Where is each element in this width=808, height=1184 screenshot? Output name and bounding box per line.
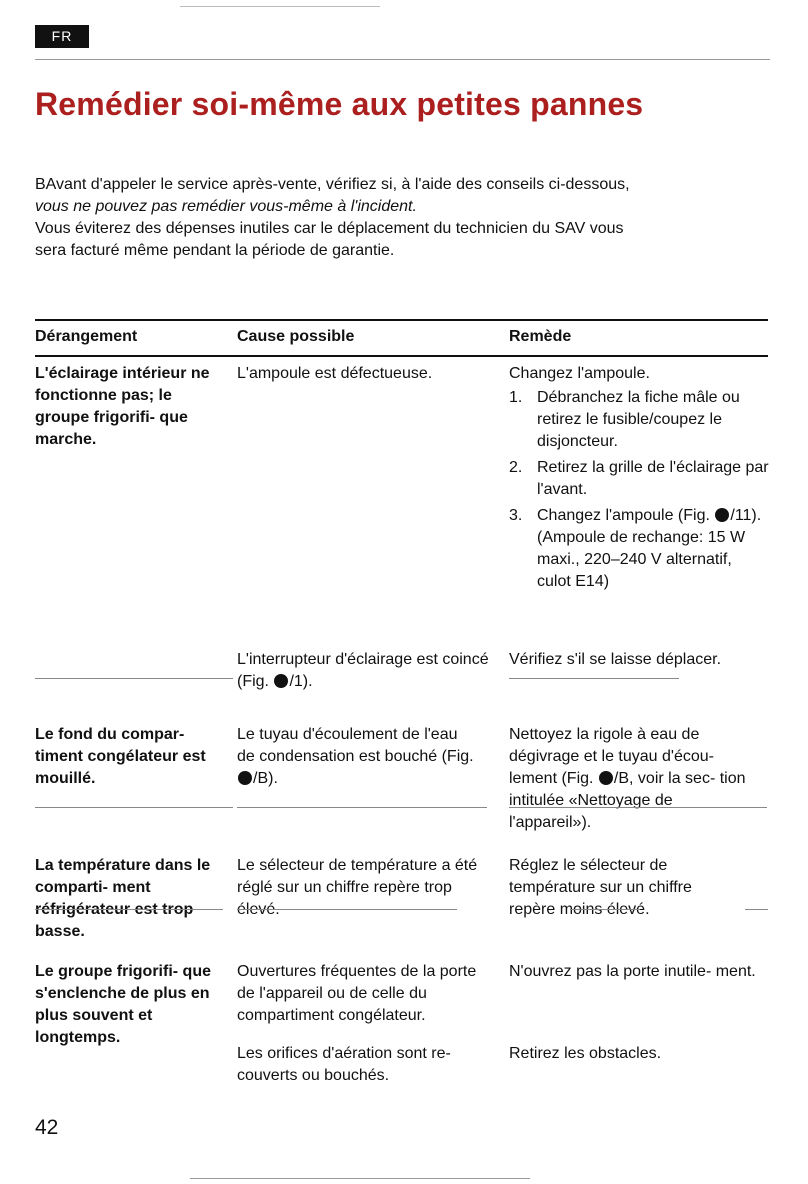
- scan-artifact-top: [180, 6, 380, 7]
- cause-drain-text-b: /B).: [253, 770, 278, 787]
- step-1-number: 1.: [509, 389, 523, 406]
- figure-ref-icon: [599, 771, 613, 785]
- cause-drain-text-a: Le tuyau d'écoulement de l'eau de condensation est bouché (Fig.: [237, 726, 474, 765]
- row-divider: [237, 909, 457, 910]
- fault-compressor: Le groupe frigorifi- que s'enclenche de plus en plus souvent et longtemps.: [35, 963, 211, 1046]
- cause-bulb: L'ampoule est défectueuse.: [237, 365, 433, 382]
- cause-selector-high: Le sélecteur de température a été réglé sur un chiffre repère trop élevé.: [237, 857, 478, 918]
- cause-vents-blocked: Les orifices d'aération sont re- couverts ou bouchés.: [237, 1045, 451, 1084]
- table-header: [35, 319, 768, 357]
- step-3-number: 3.: [509, 507, 523, 524]
- remedy-selector-lower: Réglez le sélecteur de température sur un chiffre repère moins élevé.: [509, 857, 692, 918]
- step-3-text-b: /11).: [730, 507, 762, 524]
- remedy-door: N'ouvrez pas la porte inutile- ment.: [509, 963, 756, 980]
- cause-switch: [237, 649, 505, 693]
- row-divider: [35, 909, 223, 910]
- remedy-clean-drain: [509, 724, 759, 834]
- step-1: [509, 387, 769, 453]
- header-cause: Cause possible: [237, 328, 355, 345]
- figure-ref-icon: [238, 771, 252, 785]
- scan-artifact-bottom: [190, 1178, 530, 1179]
- header-rule: [35, 59, 770, 60]
- figure-ref-icon: [274, 674, 288, 688]
- fault-freezer-wet: Le fond du compar- timent congélateur est mouillé.: [35, 726, 206, 787]
- remedy-drain-text-b: /B, voir la sec- tion intitulée «Nettoyage de l'appareil»).: [509, 770, 746, 831]
- remedy-steps: [509, 387, 769, 593]
- row-divider: [509, 807, 767, 808]
- row-divider: [745, 909, 768, 910]
- language-badge: FR: [35, 25, 89, 48]
- step-3-text-c: (Ampoule de rechange: 15 W maxi., 220–240 V alternatif, culot E14): [537, 529, 746, 590]
- intro-line-4: sera facturé même pendant la période de garantie.: [35, 242, 395, 259]
- cause-switch-text-b: /1).: [289, 673, 313, 690]
- row-divider: [509, 678, 679, 679]
- remedy-drain-text-a: Nettoyez la rigole à eau de dégivrage et le tuyau d'écou- lement (Fig.: [509, 726, 714, 787]
- step-3: [509, 505, 769, 593]
- page-number: 42: [35, 1116, 59, 1139]
- row-divider: [35, 807, 233, 808]
- header-fault: Dérangement: [35, 328, 138, 345]
- remedy-bulb-intro: Changez l'ampoule.: [509, 365, 650, 382]
- intro-paragraph: [35, 174, 775, 262]
- remedy-obstacles: Retirez les obstacles.: [509, 1045, 662, 1062]
- cause-door-opening: Ouvertures fréquentes de la porte de l'appareil ou de celle du compartiment congélateur.: [237, 963, 477, 1024]
- intro-line-1: BAvant d'appeler le service après-vente, vérifiez si, à l'aide des conseils ci-dessous,: [35, 176, 630, 193]
- intro-line-2: vous ne pouvez pas remédier vous-même à l'incident.: [35, 198, 417, 215]
- step-1-text: Débranchez la fiche mâle ou retirez le fusible/coupez le disjoncteur.: [537, 389, 740, 450]
- remedy-bulb: [509, 363, 769, 597]
- fault-lighting: L'éclairage intérieur ne fonctionne pas; le groupe frigorifi- que marche.: [35, 365, 210, 448]
- fault-temperature: La température dans le comparti- ment réfrigérateur est trop basse.: [35, 857, 211, 940]
- step-2-text: Retirez la grille de l'éclairage par l'avant.: [537, 459, 769, 498]
- intro-line-3: Vous éviterez des dépenses inutiles car le déplacement du technicien du SAV vous: [35, 220, 624, 237]
- step-2-number: 2.: [509, 459, 523, 476]
- row-divider: [237, 807, 487, 808]
- row-divider: [570, 909, 640, 910]
- troubleshooting-table: [35, 319, 769, 1084]
- step-2: [509, 457, 769, 501]
- header-remedy: Remède: [509, 328, 572, 345]
- cause-switch-text-a: L'interrupteur d'éclairage est coincé (Fig.: [237, 651, 489, 690]
- remedy-switch: Vérifiez s'il se laisse déplacer.: [509, 651, 722, 668]
- row-divider: [35, 678, 233, 679]
- page-title: Remédier soi-même aux petites pannes: [35, 86, 644, 122]
- step-3-text-a: Changez l'ampoule (Fig.: [537, 507, 710, 524]
- cause-drain-blocked: [237, 724, 477, 790]
- figure-ref-icon: [715, 508, 729, 522]
